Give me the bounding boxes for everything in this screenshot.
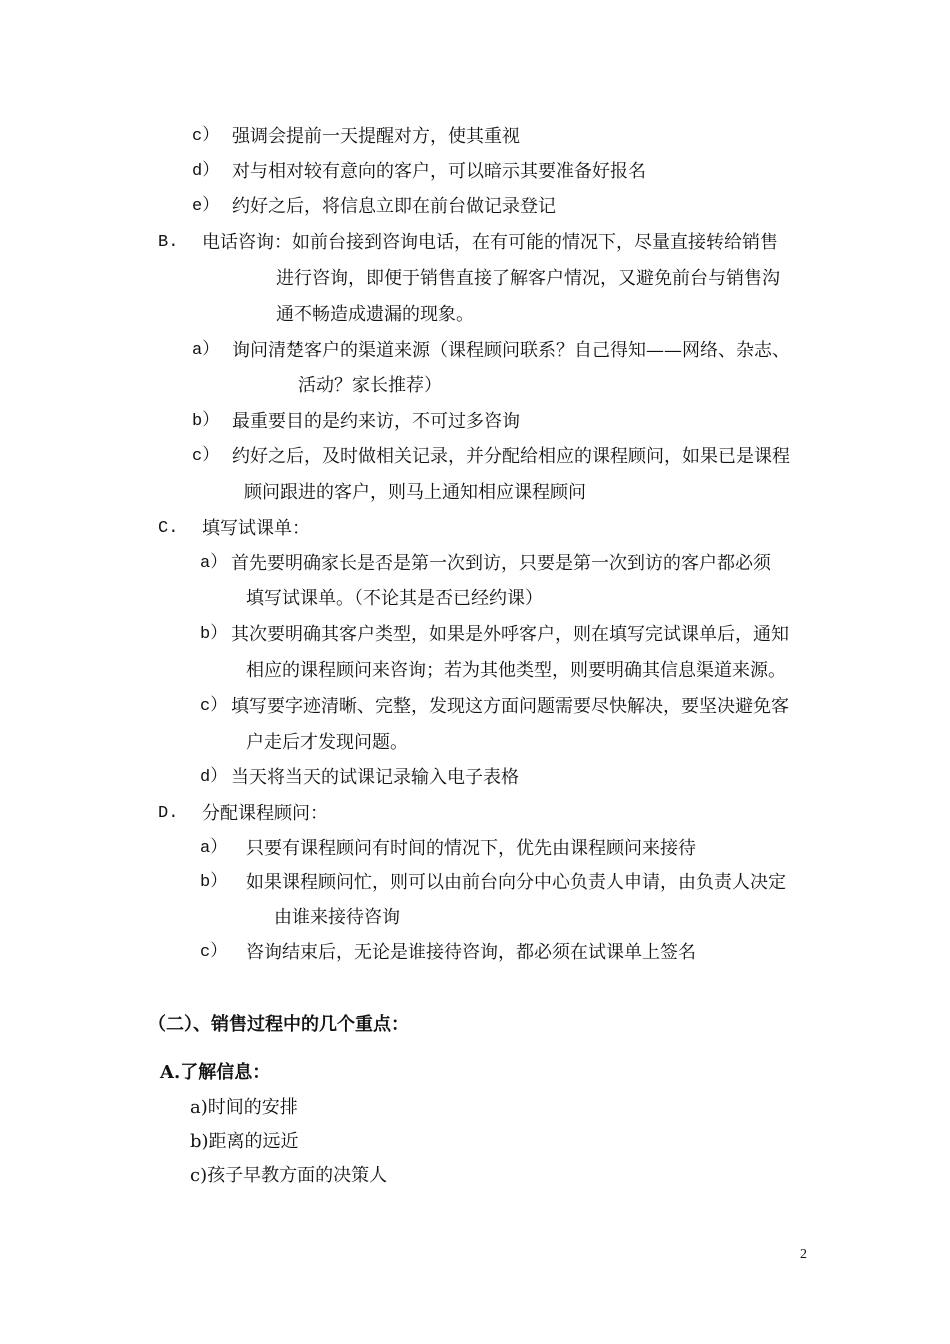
- list-marker: c）: [200, 697, 228, 716]
- list-item-text: 只要有课程顾问有时间的情况下，优先由课程顾问来接待: [246, 838, 696, 859]
- list-item-text: 强调会提前一天提醒对方，使其重视: [232, 126, 520, 147]
- list-item-text: 其次要明确其客户类型，如果是外呼客户，则在填写完试课单后，通知: [231, 624, 789, 645]
- list-item-text: 最重要目的是约来访，不可过多咨询: [232, 411, 520, 432]
- list-item: b)距离的远近: [190, 1131, 299, 1152]
- list-item-text: 填写要字迹清晰、完整，发现这方面问题需要尽快解决，要坚决避免客: [231, 696, 789, 717]
- list-item-text-cont: 活动？家长推荐）: [298, 375, 442, 396]
- section-b-text-line2: 进行咨询，即便于销售直接了解客户情况，又避免前台与销售沟: [276, 268, 780, 289]
- list-marker: c）: [192, 127, 220, 146]
- list-item-text-cont: 相应的课程顾问来咨询；若为其他类型，则要明确其信息渠道来源。: [246, 660, 786, 681]
- list-item-text: 首先要明确家长是否是第一次到访，只要是第一次到访的客户都必须: [231, 553, 771, 574]
- list-item-text-cont: 由谁来接待咨询: [274, 907, 400, 928]
- list-item-text: 咨询结束后，无论是谁接待咨询，都必须在试课单上签名: [246, 942, 696, 963]
- section-c-title: 填写试课单：: [202, 518, 310, 539]
- section-marker: B.: [158, 233, 179, 252]
- list-item: a)时间的安排: [190, 1097, 298, 1118]
- section-marker: D.: [158, 804, 179, 823]
- part-heading: （二）、销售过程中的几个重点：: [148, 1014, 409, 1035]
- section-b-text-line1: 电话咨询：如前台接到咨询电话，在有可能的情况下，尽量直接转给销售: [202, 232, 778, 253]
- list-item-text: 当天将当天的试课记录输入电子表格: [231, 767, 519, 788]
- list-item-text: 约好之后，将信息立即在前台做记录登记: [232, 196, 556, 217]
- list-marker: b）: [200, 625, 228, 644]
- section-b-text-line3: 通不畅造成遗漏的现象。: [276, 304, 474, 325]
- list-item-text: 对与相对较有意向的客户，可以暗示其要准备好报名: [232, 161, 646, 182]
- list-item-text-cont: 户走后才发现问题。: [246, 732, 408, 753]
- list-item-text: 询问清楚客户的渠道来源（课程顾问联系？自己得知——网络、杂志、: [232, 340, 790, 361]
- list-marker: d）: [200, 768, 228, 787]
- list-marker: e）: [192, 197, 220, 216]
- list-marker: c）: [200, 943, 228, 962]
- list-marker: a）: [200, 839, 228, 858]
- list-marker: a）: [200, 554, 228, 573]
- list-marker: b）: [200, 873, 228, 892]
- list-marker: c）: [192, 447, 220, 466]
- section-marker: C.: [158, 519, 179, 538]
- list-marker: b）: [192, 412, 220, 431]
- list-item-text-cont: 顾问跟进的客户，则马上通知相应课程顾问: [244, 482, 586, 503]
- list-item-text: 如果课程顾问忙，则可以由前台向分中心负责人申请，由负责人决定: [246, 872, 786, 893]
- list-marker: d）: [192, 162, 220, 181]
- list-item-text-cont: 填写试课单。（不论其是否已经约课）: [246, 588, 543, 609]
- section-d-title: 分配课程顾问：: [202, 803, 328, 824]
- list-item-text: 约好之后，及时做相关记录，并分配给相应的课程顾问，如果已是课程: [232, 446, 790, 467]
- sub-heading: A.了解信息：: [160, 1062, 271, 1083]
- list-item: c)孩子早教方面的决策人: [190, 1165, 388, 1186]
- list-marker: a）: [192, 341, 220, 360]
- page-number: 2: [800, 1247, 807, 1262]
